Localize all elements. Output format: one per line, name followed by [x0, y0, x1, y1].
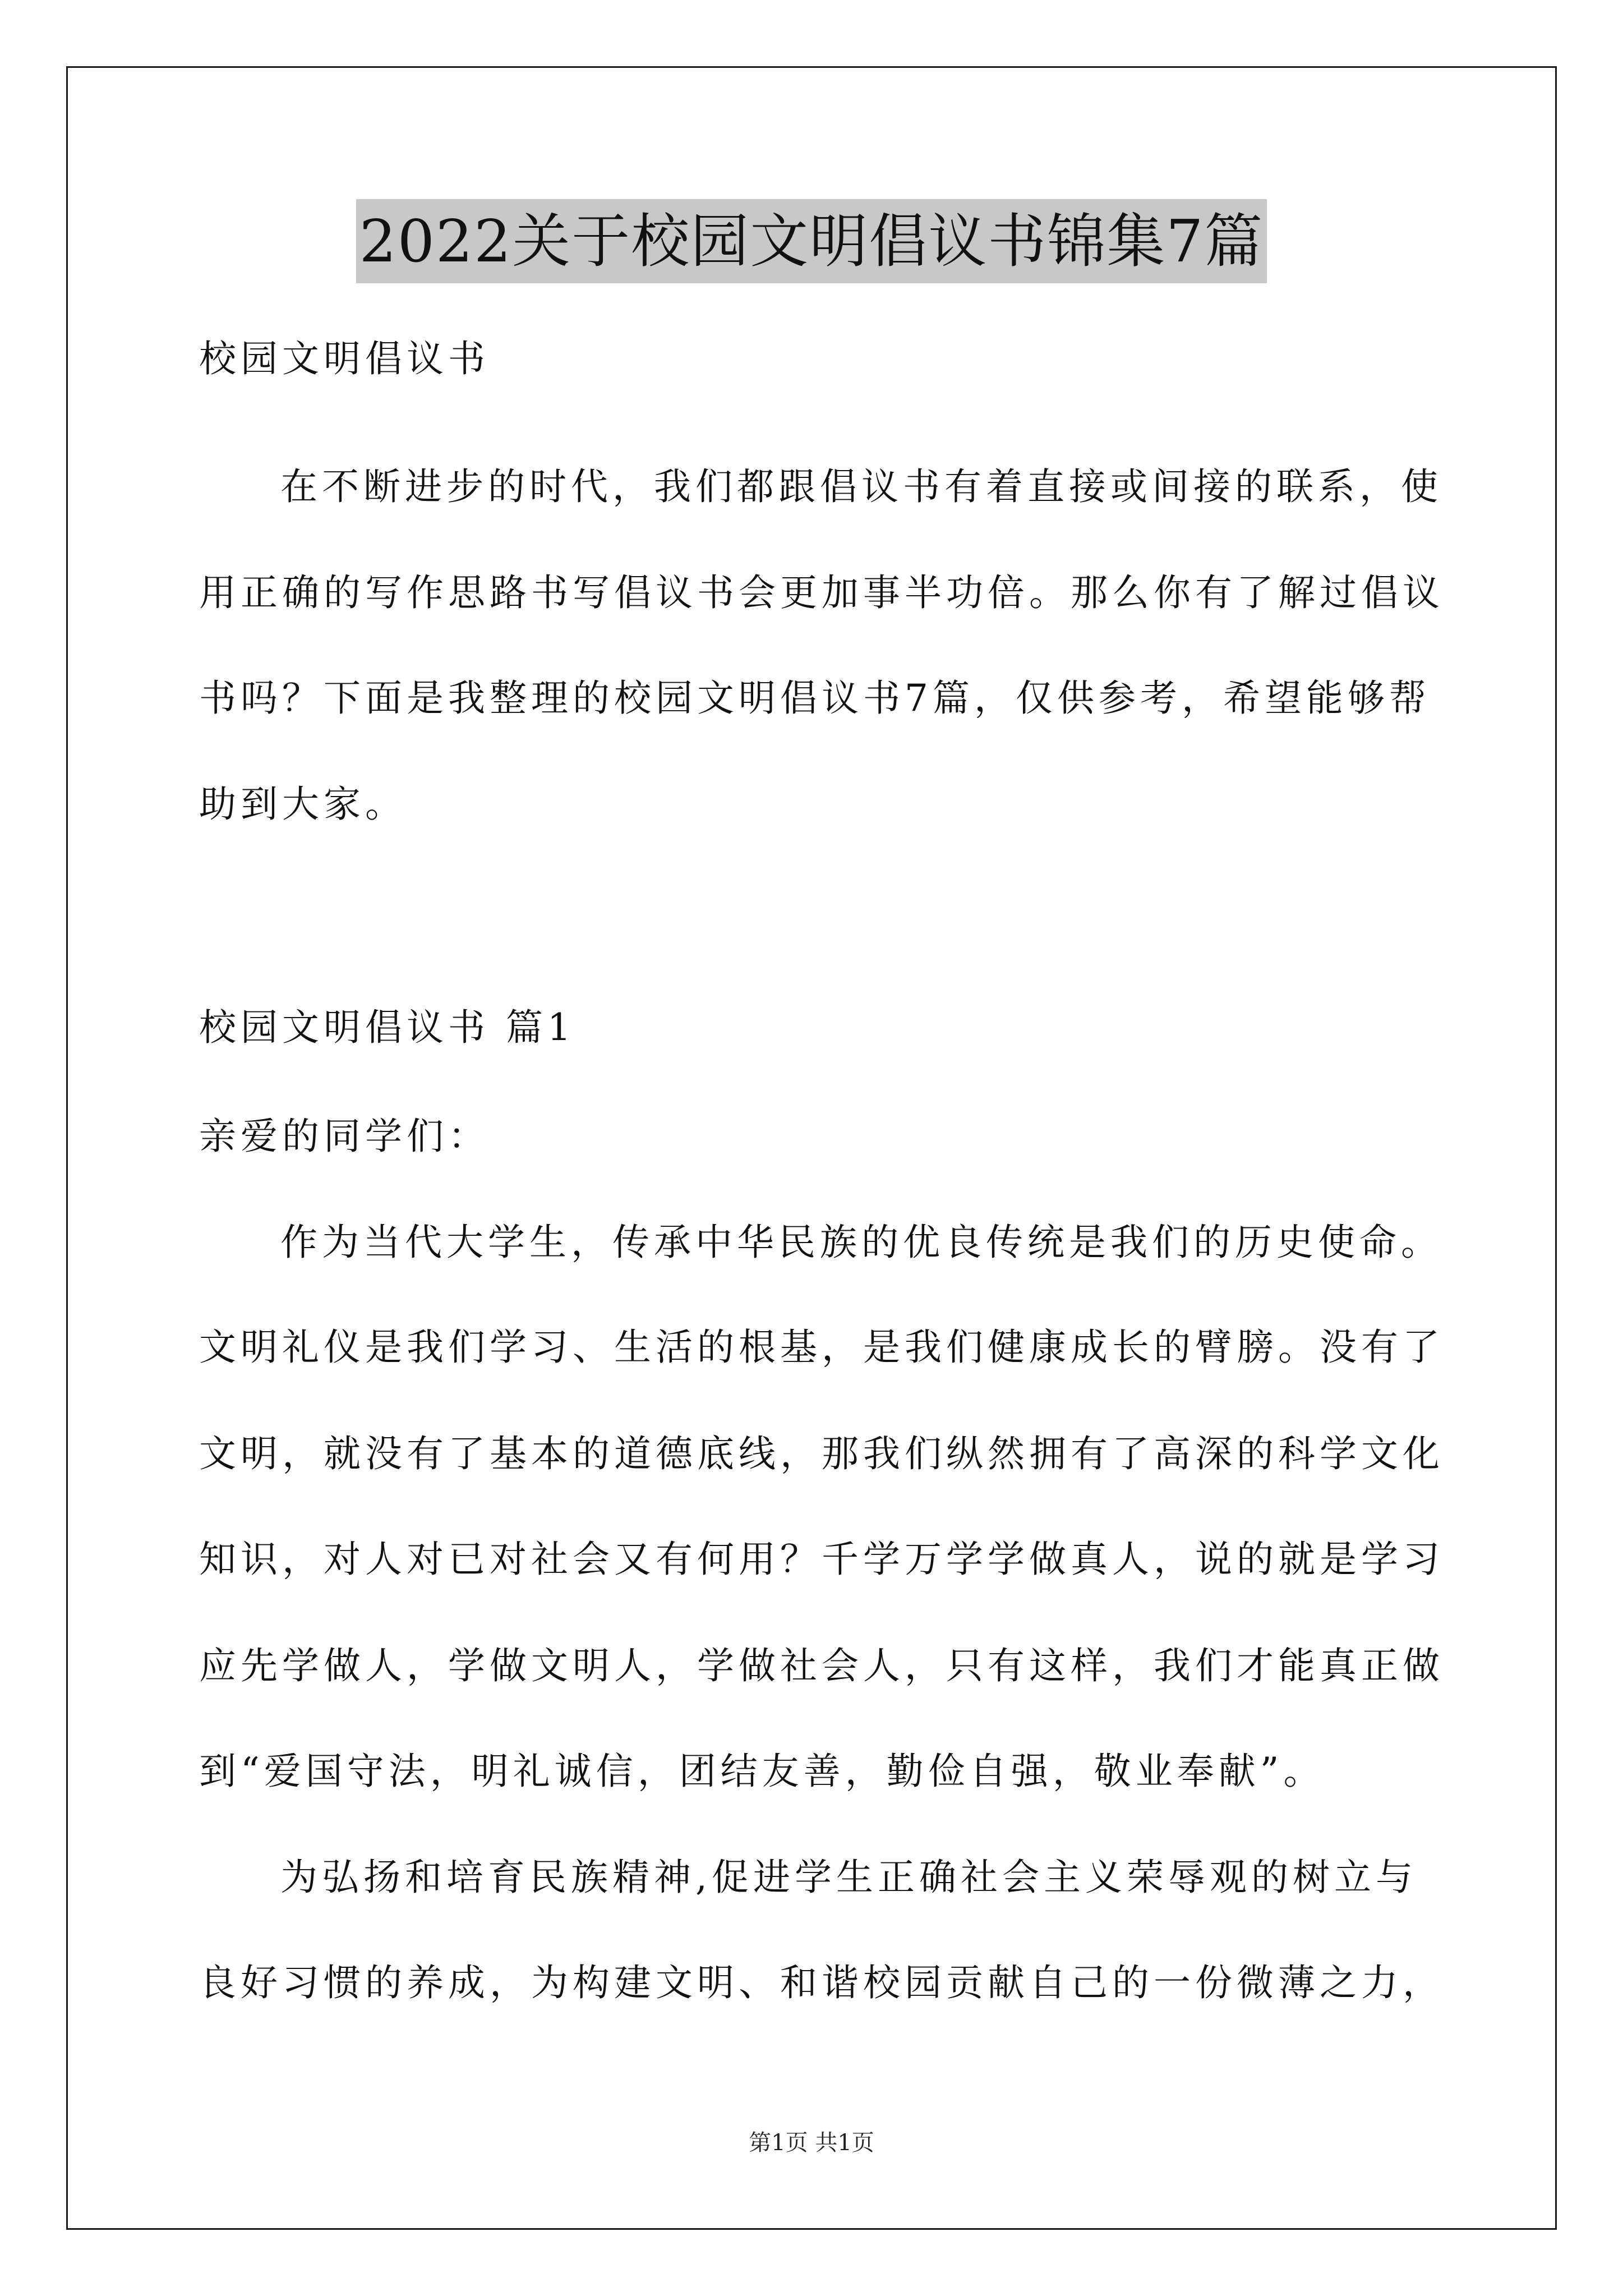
section-heading: 校园文明倡议书	[199, 337, 490, 380]
paragraph-line: 应先学做人，学做文明人，学做社会人，只有这样，我们才能真正做	[199, 1644, 1444, 1687]
paragraph-line: 为弘扬和培育民族精神,促进学生正确社会主义荣辱观的树立与	[280, 1856, 1417, 1899]
paragraph-line: 书吗？下面是我整理的校园文明倡议书7篇，仅供参考，希望能够帮	[199, 677, 1431, 720]
section-heading: 校园文明倡议书 篇1	[199, 1006, 575, 1049]
paragraph-line: 文明，就没有了基本的道德底线，那我们纵然拥有了高深的科学文化	[199, 1432, 1444, 1475]
paragraph-line: 文明礼仪是我们学习、生活的根基，是我们健康成长的臂膀。没有了	[199, 1326, 1444, 1369]
title-container	[0, 199, 1623, 283]
paragraph-line: 到“爱国守法，明礼诚信，团结友善，勤俭自强，敬业奉献”。	[199, 1750, 1325, 1793]
paragraph-line: 助到大家。	[199, 783, 407, 826]
paragraph-line: 在不断进步的时代，我们都跟倡议书有着直接或间接的联系，使	[280, 465, 1442, 508]
page-footer: 第1页 共1页	[749, 2130, 874, 2156]
salutation: 亲爱的同学们：	[199, 1115, 490, 1158]
paragraph-line: 用正确的写作思路书写倡议书会更加事半功倍。那么你有了解过倡议	[199, 571, 1444, 614]
document-title: 2022关于校园文明倡议书锦集7篇	[356, 199, 1267, 283]
paragraph-line: 作为当代大学生，传承中华民族的优良传统是我们的历史使命。	[280, 1221, 1442, 1264]
paragraph-line: 知识，对人对已对社会又有何用？千学万学学做真人，说的就是学习	[199, 1538, 1444, 1581]
paragraph-line: 良好习惯的养成，为构建文明、和谐校园贡献自己的一份微薄之力，	[199, 1961, 1444, 2004]
